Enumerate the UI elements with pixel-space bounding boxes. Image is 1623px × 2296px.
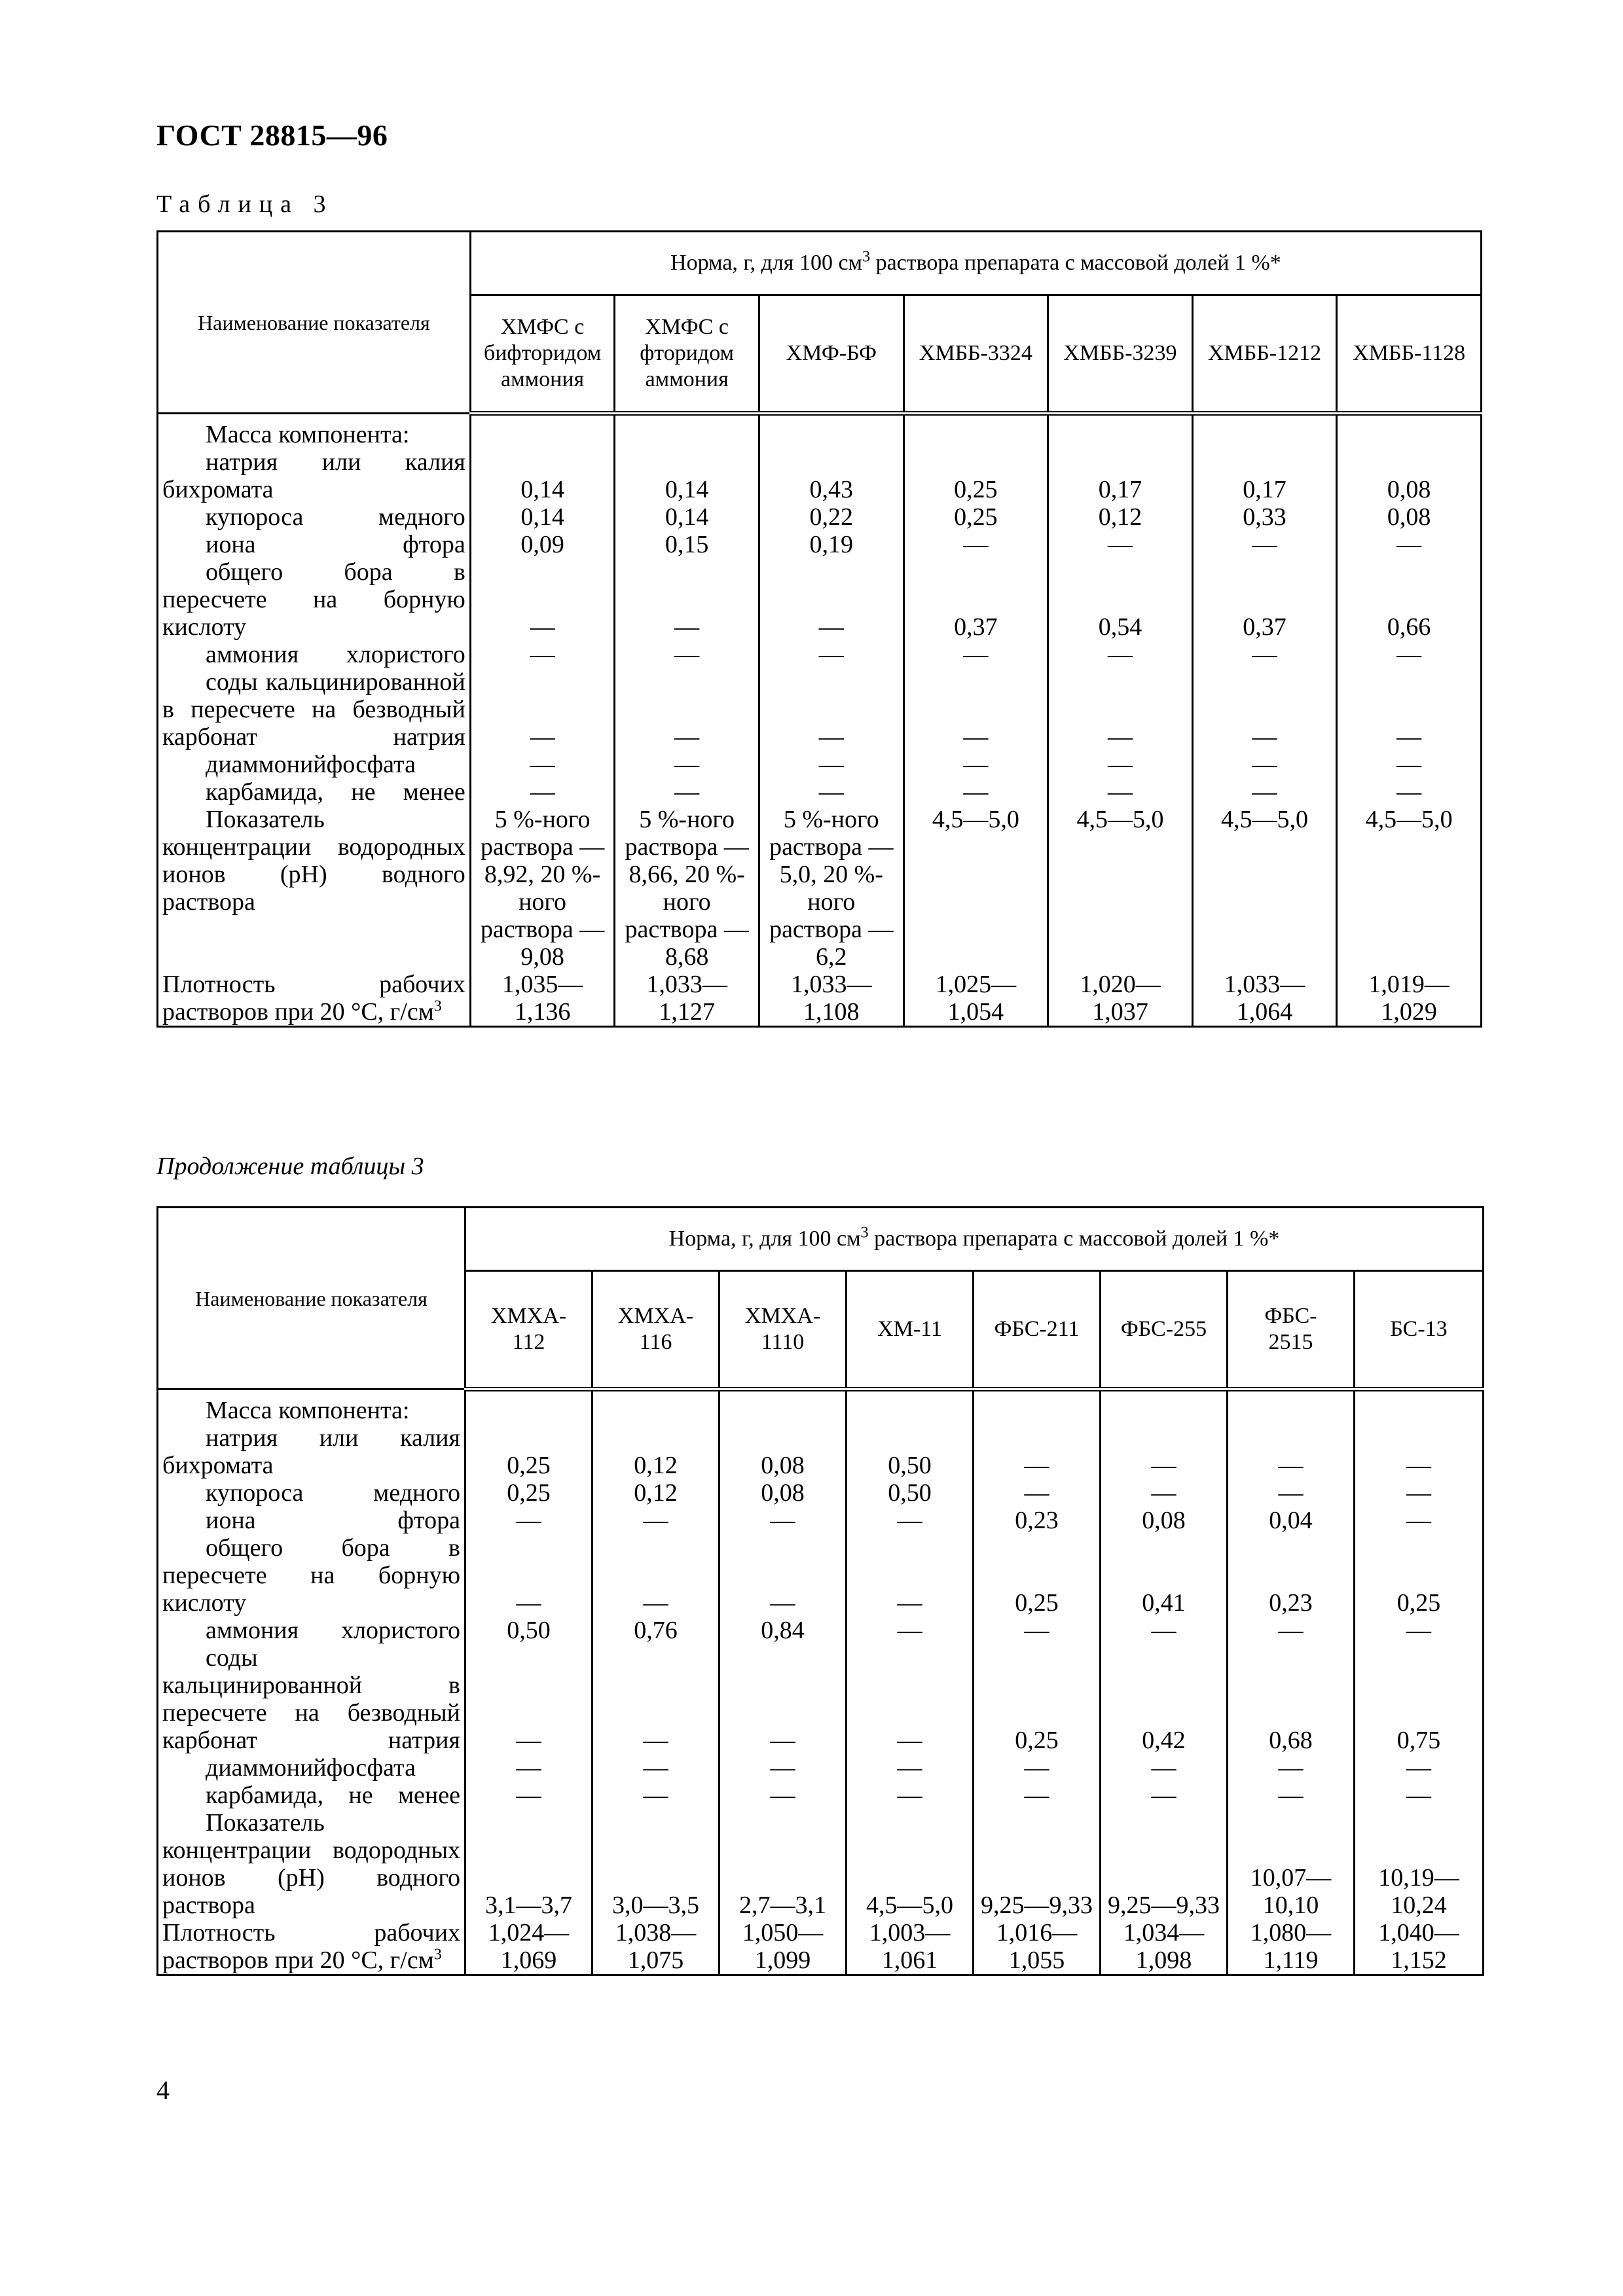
row-label-text: диаммонийфосфата: [206, 1754, 416, 1782]
table-cell: —: [465, 1534, 593, 1617]
table-cell: [847, 1390, 974, 1425]
row-label-text: натрия или калия бихромата: [162, 448, 465, 503]
row-label: [158, 668, 471, 751]
table-cell: —: [759, 778, 903, 806]
table-cell: —: [1337, 531, 1482, 558]
table-cell: —: [1355, 1507, 1484, 1534]
table-cell: 4,5—5,0: [847, 1809, 974, 1919]
table-cell: —: [1048, 751, 1193, 778]
table-cell: [903, 414, 1048, 449]
table-cell: —: [847, 1782, 974, 1809]
preparation-name-line: 116: [639, 1330, 672, 1354]
table-cell: —: [465, 1754, 593, 1782]
row-label: [158, 751, 471, 778]
table-cell: —: [720, 1534, 847, 1617]
row-label-superscript: 3: [433, 1946, 442, 1964]
table-cell: —: [1355, 1782, 1484, 1809]
table-row: [158, 414, 1482, 449]
table-cell: —: [847, 1534, 974, 1617]
table-cell: 0,25: [903, 503, 1048, 531]
row-label: [158, 558, 471, 641]
table-cell: 0,19: [759, 531, 903, 558]
row-label: [158, 1617, 465, 1644]
table-cell: 0,23: [974, 1507, 1101, 1534]
table-cell: 0,08: [1337, 448, 1482, 503]
table-cell: —: [470, 558, 615, 641]
table-cell: 1,034— 1,098: [1101, 1919, 1228, 1975]
table-cell: 0,08: [1101, 1507, 1228, 1534]
table-cell: —: [720, 1754, 847, 1782]
table-cell: —: [759, 668, 903, 751]
table-cell: —: [974, 1479, 1101, 1507]
row-label: [158, 1782, 465, 1809]
table-cell: —: [759, 751, 903, 778]
table-cell: 0,04: [1228, 1507, 1355, 1534]
table-cell: 0,23: [1228, 1534, 1355, 1617]
table-body: [158, 1390, 1484, 1975]
table-cell: 1,024— 1,069: [465, 1919, 593, 1975]
preparation-name-line: ХМФС с: [645, 315, 729, 339]
table-cell: 0,25: [903, 448, 1048, 503]
table-row: [158, 448, 1482, 503]
table-cell: 1,038— 1,075: [593, 1919, 720, 1975]
table-cell: —: [759, 641, 903, 668]
preparation-name-line: ХМХА-: [490, 1304, 567, 1328]
table-cell: 10,07— 10,10: [1228, 1809, 1355, 1919]
table-cell: 4,5—5,0: [1192, 806, 1337, 971]
table-cell: 0,25: [465, 1479, 593, 1507]
table-cell: —: [903, 668, 1048, 751]
row-label-text: соды кальцинированной в пересчете на безводный карбонат натрия: [162, 1644, 460, 1754]
row-label: [158, 641, 471, 668]
document-header: ГОСТ 28815—96: [156, 118, 388, 152]
row-label-text: иона фтора: [206, 531, 465, 558]
row-label-text: Масса компонента:: [206, 1397, 410, 1424]
row-label: [158, 1644, 465, 1754]
preparation-column-header: [847, 1271, 974, 1390]
table-cell: —: [759, 558, 903, 641]
table-row: [158, 1534, 1484, 1617]
table-cell: 0,17: [1048, 448, 1193, 503]
row-label-text: натрия или калия бихромата: [162, 1424, 460, 1479]
table-cell: 1,003— 1,061: [847, 1919, 974, 1975]
table-cell: 0,54: [1048, 558, 1193, 641]
row-label-text: иона фтора: [206, 1507, 460, 1534]
row-label: [158, 778, 471, 806]
table-cell: 1,040— 1,152: [1355, 1919, 1484, 1975]
preparation-name-line: ХМФС с: [500, 315, 585, 339]
table-row: [158, 1754, 1484, 1782]
row-label-text: карбамида, не менее: [206, 778, 465, 806]
table-cell: 0,15: [615, 531, 759, 558]
table-row: [158, 1479, 1484, 1507]
table-cell: 0,14: [470, 448, 615, 503]
preparation-column-header: [1101, 1271, 1228, 1390]
row-label: [158, 503, 471, 531]
table-cell: —: [470, 751, 615, 778]
table-cell: 0,14: [615, 448, 759, 503]
row-label-text: купороса медного: [206, 1479, 460, 1507]
preparation-column-header: [903, 295, 1048, 414]
table-cell: 0,33: [1192, 503, 1337, 531]
table-cell: —: [1048, 778, 1193, 806]
table-row: [158, 806, 1482, 971]
table-row: [158, 778, 1482, 806]
table-cell: [974, 1390, 1101, 1425]
table-cell: [1048, 414, 1193, 449]
table-cell: —: [593, 1644, 720, 1754]
preparation-name-line: ФБС-: [1264, 1304, 1317, 1328]
table-cell: [1228, 1390, 1355, 1425]
row-label-text: аммония хлористого: [206, 1617, 460, 1644]
table-body: [158, 414, 1482, 1027]
name-column-header: Наименование показателя: [158, 232, 471, 414]
table-cell: —: [1337, 778, 1482, 806]
table-cell: 0,12: [593, 1479, 720, 1507]
table-cell: 0,12: [593, 1424, 720, 1479]
table-cell: —: [615, 751, 759, 778]
table-cell: 0,14: [470, 503, 615, 531]
row-label-text: диаммонийфосфата: [206, 751, 416, 778]
table-cell: —: [974, 1617, 1101, 1644]
table-cell: [465, 1390, 593, 1425]
preparation-column-header: [1355, 1271, 1484, 1390]
preparation-column-header: [465, 1271, 593, 1390]
table-cell: —: [1192, 778, 1337, 806]
table-cell: —: [1192, 668, 1337, 751]
table-cell: 9,25—9,33: [1101, 1809, 1228, 1919]
table-cell: 1,050— 1,099: [720, 1919, 847, 1975]
row-label-text: Плотность рабочих растворов при 20 °С, г/см: [162, 1919, 460, 1974]
table-cell: 0,08: [1337, 503, 1482, 531]
table-cell: —: [593, 1754, 720, 1782]
row-label: [158, 1919, 465, 1975]
row-label-text: Масса компонента:: [206, 421, 410, 448]
table-cell: —: [1355, 1424, 1484, 1479]
table-row: [158, 668, 1482, 751]
table-cell: —: [903, 751, 1048, 778]
preparation-name-line: 112: [512, 1330, 545, 1354]
table-cell: —: [1228, 1782, 1355, 1809]
table-cell: —: [1101, 1424, 1228, 1479]
table-cell: 0,42: [1101, 1644, 1228, 1754]
preparation-name-line: ХМХА-: [617, 1304, 694, 1328]
row-label-text: Показатель концентрации водородных ионов (рН) водного раствора: [162, 1809, 460, 1919]
preparation-name-line: ХМББ-3324: [919, 341, 1032, 365]
table-cell: —: [470, 668, 615, 751]
table-cell: —: [1048, 668, 1193, 751]
row-label: [158, 1390, 465, 1425]
table-cell: 5 %-ного раствора — 8,92, 20 %-ного раствора — 9,08: [470, 806, 615, 971]
preparation-column-header: [1337, 295, 1482, 414]
table-cell: 0,68: [1228, 1644, 1355, 1754]
row-label: [158, 414, 471, 449]
table-cell: —: [1228, 1617, 1355, 1644]
preparation-name-line: аммония: [501, 367, 585, 391]
table-cell: —: [1355, 1754, 1484, 1782]
table-cell: 1,035— 1,136: [470, 971, 615, 1027]
table-3: [156, 230, 1482, 1028]
table-3-continuation: [156, 1206, 1484, 1976]
page-number: 4: [156, 2075, 170, 2105]
table-cell: 1,033— 1,064: [1192, 971, 1337, 1027]
table-cell: [615, 414, 759, 449]
table-cell: 0,66: [1337, 558, 1482, 641]
table-cell: —: [1101, 1754, 1228, 1782]
table-cell: —: [974, 1754, 1101, 1782]
preparation-name-line: ХМББ-1212: [1207, 341, 1322, 365]
table-cell: 1,019— 1,029: [1337, 971, 1482, 1027]
row-label: [158, 1754, 465, 1782]
table-cell: 1,025— 1,054: [903, 971, 1048, 1027]
table-cell: 0,50: [847, 1479, 974, 1507]
table-cell: 1,033— 1,127: [615, 971, 759, 1027]
table-cell: —: [1048, 641, 1193, 668]
table-cell: 10,19— 10,24: [1355, 1809, 1484, 1919]
table-cell: —: [465, 1644, 593, 1754]
table-cell: 0,17: [1192, 448, 1337, 503]
table-row: [158, 531, 1482, 558]
preparation-column-header: [615, 295, 759, 414]
table-cell: 9,25—9,33: [974, 1809, 1101, 1919]
table-cell: —: [720, 1507, 847, 1534]
preparation-column-header: [720, 1271, 847, 1390]
table-cell: 4,5—5,0: [903, 806, 1048, 971]
table-cell: —: [1101, 1782, 1228, 1809]
row-label-text: аммония хлористого: [206, 641, 465, 668]
table-cell: —: [593, 1782, 720, 1809]
table-cell: 5 %-ного раствора — 8,66, 20 %-ного раствора — 8,68: [615, 806, 759, 971]
table-cell: —: [593, 1507, 720, 1534]
table-cell: —: [1355, 1479, 1484, 1507]
preparation-column-header: [593, 1271, 720, 1390]
row-label-text: купороса медного: [206, 503, 465, 531]
table-cell: 1,020— 1,037: [1048, 971, 1193, 1027]
table-cell: —: [1192, 531, 1337, 558]
table-cell: —: [615, 668, 759, 751]
table-cell: 3,0—3,5: [593, 1809, 720, 1919]
table-cell: 4,5—5,0: [1048, 806, 1193, 971]
name-column-header: Наименование показателя: [158, 1208, 465, 1390]
table-cell: 3,1—3,7: [465, 1809, 593, 1919]
table-row: [158, 751, 1482, 778]
preparation-name-line: фторидом: [640, 341, 735, 365]
table-cell: —: [615, 641, 759, 668]
table-cell: [1337, 414, 1482, 449]
preparation-name-line: 2515: [1268, 1330, 1313, 1354]
table-cell: 0,25: [1355, 1534, 1484, 1617]
preparation-name-line: ХМББ-1128: [1353, 341, 1466, 365]
table-cell: [759, 414, 903, 449]
row-label-text: общего бора в пересчете на борную кислоту: [162, 1534, 460, 1617]
preparation-name-line: 1110: [761, 1330, 805, 1354]
table-cell: —: [1101, 1617, 1228, 1644]
table-cell: —: [1355, 1617, 1484, 1644]
table-cell: —: [470, 641, 615, 668]
table-cell: —: [720, 1782, 847, 1809]
row-label-text: соды кальцинированной в пересчете на безводный карбонат натрия: [162, 668, 465, 751]
table-cell: 0,50: [847, 1424, 974, 1479]
preparation-column-header: [1048, 295, 1193, 414]
table-cell: 5 %-ного раствора — 5,0, 20 %-ного раствора — 6,2: [759, 806, 903, 971]
preparation-name-line: ФБС-211: [994, 1317, 1080, 1341]
table-cell: 0,43: [759, 448, 903, 503]
table-cell: —: [903, 531, 1048, 558]
preparation-column-header: [759, 295, 903, 414]
table-cell: —: [1228, 1424, 1355, 1479]
table-cell: [470, 414, 615, 449]
table-cell: [720, 1390, 847, 1425]
row-label: [158, 448, 471, 503]
table-cell: —: [974, 1782, 1101, 1809]
table-row: [158, 971, 1482, 1027]
table-row: [158, 1507, 1484, 1534]
table-row: [158, 641, 1482, 668]
row-label-superscript: 3: [433, 997, 442, 1015]
table-cell: 0,75: [1355, 1644, 1484, 1754]
table-cell: 0,09: [470, 531, 615, 558]
table-caption: Таблица 3: [156, 190, 334, 218]
table-cell: 0,37: [1192, 558, 1337, 641]
table-cell: —: [1337, 751, 1482, 778]
row-label: [158, 1809, 465, 1919]
norm-column-header: Норма, г, для 100 $см^3$ раствора препарата с массовой долей 1 %*: [470, 232, 1481, 295]
table-cell: 4,5—5,0: [1337, 806, 1482, 971]
table-cell: 0,25: [974, 1644, 1101, 1754]
table-cell: 2,7—3,1: [720, 1809, 847, 1919]
row-label: [158, 806, 471, 971]
table-cell: —: [1048, 531, 1193, 558]
table-cell: 0,12: [1048, 503, 1193, 531]
table-cell: 0,25: [465, 1424, 593, 1479]
table-cell: —: [615, 778, 759, 806]
table-cell: 0,25: [974, 1534, 1101, 1617]
preparation-name-line: ХМББ-3239: [1063, 341, 1177, 365]
table-cell: 0,14: [615, 503, 759, 531]
table-cell: 0,37: [903, 558, 1048, 641]
table-cell: —: [903, 641, 1048, 668]
table-cell: —: [847, 1754, 974, 1782]
table-row: [158, 558, 1482, 641]
row-label-text: Плотность рабочих растворов при 20 °С, г/см: [162, 971, 465, 1026]
table-row: [158, 1644, 1484, 1754]
table-cell: —: [1228, 1479, 1355, 1507]
table-row: [158, 1919, 1484, 1975]
table-row: [158, 1782, 1484, 1809]
table-cell: —: [593, 1534, 720, 1617]
table-row: [158, 1424, 1484, 1479]
preparation-column-header: [974, 1271, 1101, 1390]
preparation-name-line: ХМ-11: [877, 1317, 942, 1341]
preparation-column-header: [470, 295, 615, 414]
table-cell: —: [974, 1424, 1101, 1479]
table-cell: 1,080— 1,119: [1228, 1919, 1355, 1975]
table-cell: 1,016— 1,055: [974, 1919, 1101, 1975]
table-cell: [1192, 414, 1337, 449]
table-cell: —: [847, 1644, 974, 1754]
row-label: [158, 531, 471, 558]
table-cell: 1,033— 1,108: [759, 971, 903, 1027]
table-cell: —: [1337, 668, 1482, 751]
preparation-column-header: [1192, 295, 1337, 414]
table-cell: —: [847, 1617, 974, 1644]
table-cell: [1355, 1390, 1484, 1425]
table-cell: 0,08: [720, 1479, 847, 1507]
table-cell: —: [465, 1782, 593, 1809]
preparation-column-header: [1228, 1271, 1355, 1390]
table-cell: —: [470, 778, 615, 806]
table-cell: —: [903, 778, 1048, 806]
preparation-name-line: ФБС-255: [1120, 1317, 1207, 1341]
preparation-name-line: ХМХА-: [744, 1304, 821, 1328]
table-row: [158, 1617, 1484, 1644]
table-cell: —: [1192, 641, 1337, 668]
preparation-name-line: ХМФ-БФ: [786, 341, 877, 365]
norm-column-header: Норма, г, для 100 $см^3$ раствора препарата с массовой долей 1 %*: [465, 1208, 1484, 1271]
table-cell: 0,50: [465, 1617, 593, 1644]
table-cell: —: [1337, 641, 1482, 668]
table-cell: —: [615, 558, 759, 641]
table-row: [158, 503, 1482, 531]
row-label-text: карбамида, не менее: [206, 1782, 460, 1809]
row-label: [158, 1534, 465, 1617]
table-row: [158, 1809, 1484, 1919]
table-cell: —: [847, 1507, 974, 1534]
row-label: [158, 1479, 465, 1507]
row-label: [158, 971, 471, 1027]
table-cell: 0,08: [720, 1424, 847, 1479]
table-row: [158, 1390, 1484, 1425]
preparation-name-line: БС-13: [1390, 1317, 1448, 1341]
table-cell: —: [720, 1644, 847, 1754]
table-cell: 0,84: [720, 1617, 847, 1644]
table-cell: [593, 1390, 720, 1425]
row-label-text: общего бора в пересчете на борную кислоту: [162, 558, 465, 641]
table-cell: —: [1192, 751, 1337, 778]
table-cell: —: [1228, 1754, 1355, 1782]
table-cell: —: [1101, 1479, 1228, 1507]
table-cell: [1101, 1390, 1228, 1425]
preparation-name-line: аммония: [645, 367, 729, 391]
table-cell: 0,41: [1101, 1534, 1228, 1617]
row-label: [158, 1507, 465, 1534]
table-cell: —: [465, 1507, 593, 1534]
preparation-name-line: бифторидом: [483, 341, 602, 365]
row-label-text: Показатель концентрации водородных ионов (рН) водного раствора: [162, 806, 465, 916]
table-continuation-caption: Продолжение таблицы 3: [156, 1153, 424, 1180]
row-label: [158, 1424, 465, 1479]
table-cell: 0,76: [593, 1617, 720, 1644]
table-cell: 0,22: [759, 503, 903, 531]
